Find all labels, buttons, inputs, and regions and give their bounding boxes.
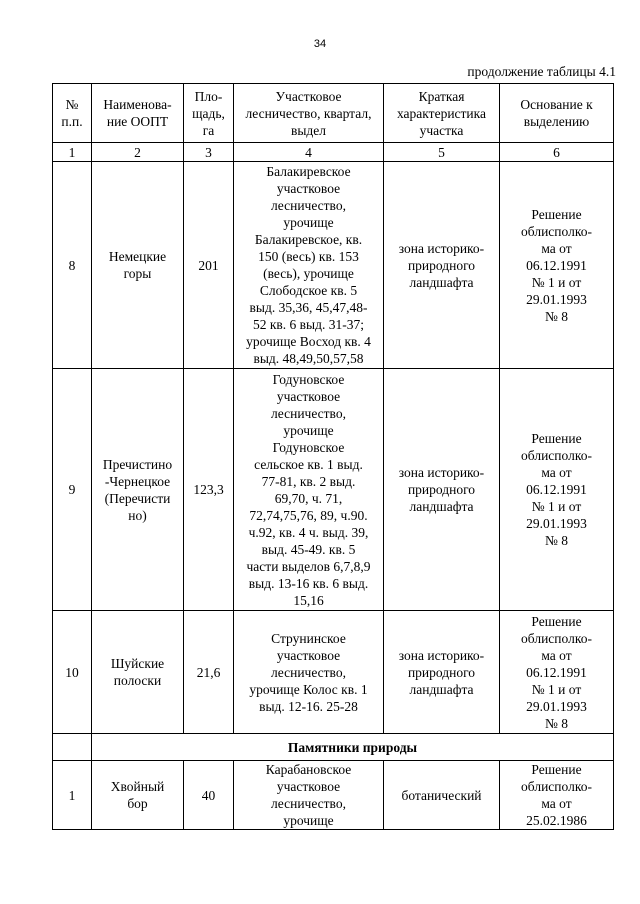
row-num: 1: [53, 761, 92, 830]
column-number: 2: [92, 143, 184, 162]
row-characteristic: ботанический: [384, 761, 500, 830]
header-basis: Основание к выделению: [500, 84, 614, 143]
row-characteristic: зона историко- природного ландшафта: [384, 162, 500, 369]
column-number-row: [53, 143, 614, 162]
column-number: 1: [53, 143, 92, 162]
row-num: 10: [53, 611, 92, 734]
row-name: Хвойный бор: [92, 761, 184, 830]
row-forestry: Струнинское участковое лесничество, урочище Колос кв. 1 выд. 12-16. 25-28: [234, 611, 384, 734]
table-row: [53, 369, 614, 611]
row-forestry: Годуновское участковое лесничество, урочище Годуновское сельское кв. 1 выд. 77-81, кв. 2 выд. 69,70, ч. 71, 72,74,75,76, 89, ч.90. ч.92, кв. 4 ч. выд. 39, выд. 45-49. кв. 5 части выделов 6,7,8,9 выд. 13-16 кв. 6 выд. 15,16: [234, 369, 384, 611]
row-basis: Решение облисполко- ма от 25.02.1986: [500, 761, 614, 830]
header-characteristic: Краткая характеристика участка: [384, 84, 500, 143]
row-name: Немецкие горы: [92, 162, 184, 369]
row-area: 21,6: [184, 611, 234, 734]
row-forestry: Балакиревское участковое лесничество, урочище Балакиревское, кв. 150 (весь) кв. 153 (весь), урочище Слободское кв. 5 выд. 35,36, 45,47,48- 52 кв. 6 выд. 31-37; урочище Восход кв. 4 выд. 48,49,50,57,58: [234, 162, 384, 369]
row-name: Шуйские полоски: [92, 611, 184, 734]
section-empty-cell: [53, 734, 92, 761]
section-row: [53, 734, 614, 761]
column-number: 4: [234, 143, 384, 162]
row-area: 123,3: [184, 369, 234, 611]
table-caption: продолжение таблицы 4.1: [467, 64, 616, 79]
header-row: [53, 84, 614, 143]
column-number: 3: [184, 143, 234, 162]
page-number: 34: [313, 38, 327, 50]
row-area: 40: [184, 761, 234, 830]
row-num: 8: [53, 162, 92, 369]
row-basis: Решение облисполко- ма от 06.12.1991 № 1 и от 29.01.1993 № 8: [500, 162, 614, 369]
row-basis: Решение облисполко- ма от 06.12.1991 № 1 и от 29.01.1993 № 8: [500, 611, 614, 734]
table-row: [53, 162, 614, 369]
column-number: 6: [500, 143, 614, 162]
header-name: Наименова- ние ООПТ: [92, 84, 184, 143]
table-row: [53, 611, 614, 734]
header-num: № п.п.: [53, 84, 92, 143]
row-num: 9: [53, 369, 92, 611]
row-forestry: Карабановское участковое лесничество, урочище: [234, 761, 384, 830]
row-characteristic: зона историко- природного ландшафта: [384, 611, 500, 734]
header-forestry: Участковое лесничество, квартал, выдел: [234, 84, 384, 143]
table-row: [53, 761, 614, 830]
section-title: Памятники природы: [92, 734, 614, 761]
row-area: 201: [184, 162, 234, 369]
header-area: Пло- щадь, га: [184, 84, 234, 143]
row-characteristic: зона историко- природного ландшафта: [384, 369, 500, 611]
row-name: Пречистино -Чернецкое (Перечисти но): [92, 369, 184, 611]
column-number: 5: [384, 143, 500, 162]
protected-areas-table: [52, 83, 614, 830]
row-basis: Решение облисполко- ма от 06.12.1991 № 1 и от 29.01.1993 № 8: [500, 369, 614, 611]
